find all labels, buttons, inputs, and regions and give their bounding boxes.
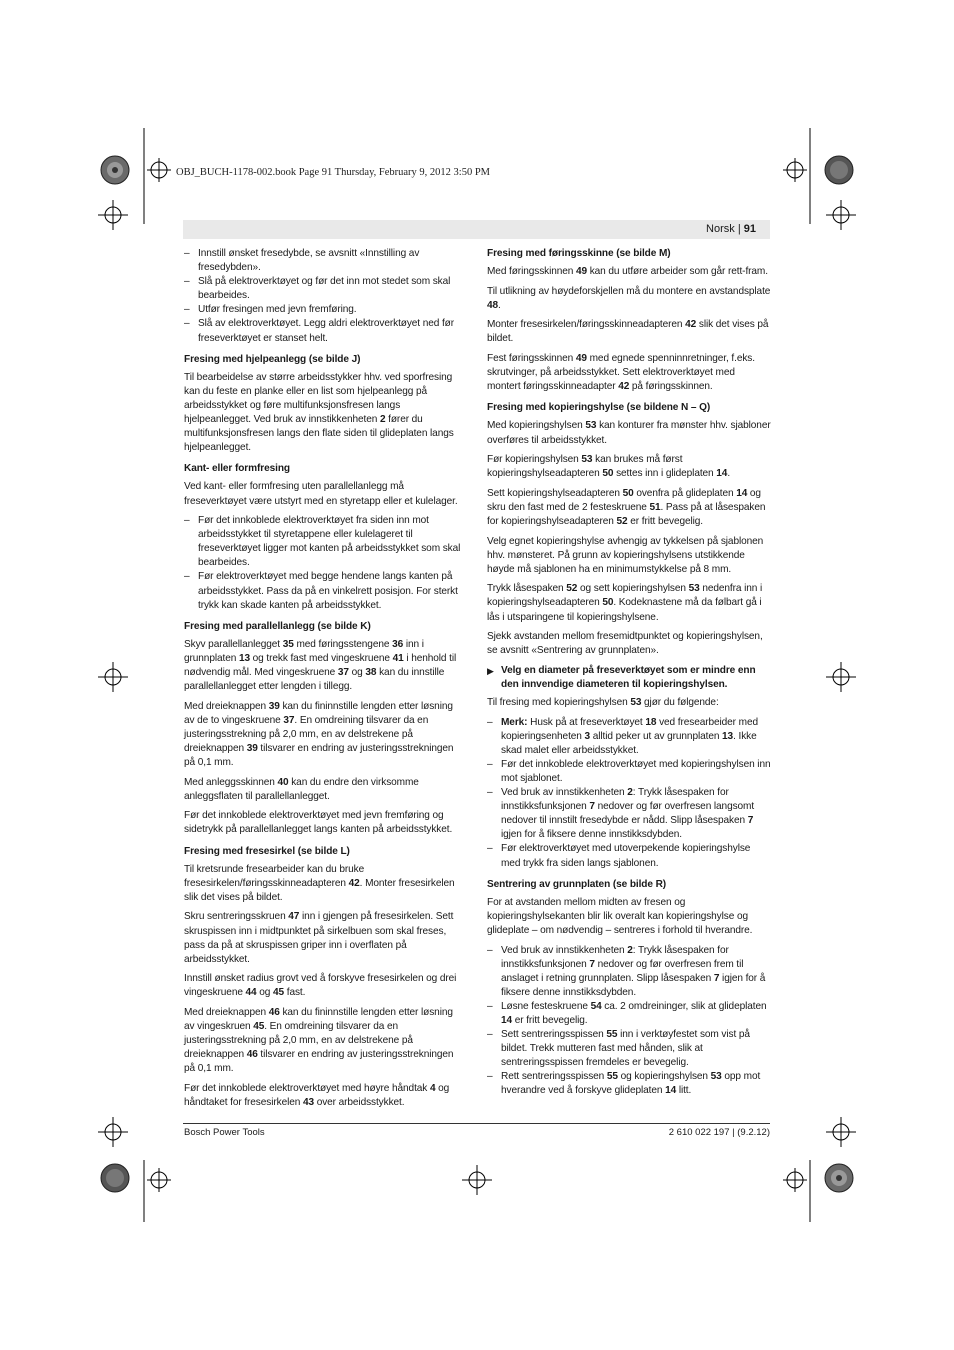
- registration-mark-icon: [824, 198, 858, 232]
- page-header: Norsk | 91: [706, 223, 756, 235]
- paragraph: Til fresing med kopieringshylsen 53 gjør du følgende:: [487, 697, 719, 709]
- paragraph: Sjekk avstanden mellom fresemidtpunktet og kopieringshylsen, se avsnitt «Sentrering av grunnplaten».: [487, 631, 763, 657]
- color-disc-icon: [824, 155, 854, 185]
- color-disc-icon: [100, 155, 130, 185]
- footer-rule: [183, 1123, 770, 1124]
- registration-mark-icon: [96, 660, 130, 694]
- paragraph: Trykk låsespaken 52 og sett kopieringshylsen 53 nedenfra inn i kopieringshylseadapteren 50. Kodeknastene må da følbart gå i lås i utsparingene til kopieringshylsene.: [487, 583, 763, 623]
- steps-list: [487, 716, 771, 871]
- registration-mark-icon: [96, 198, 130, 232]
- paragraph: Fest føringsskinnen 49 med egnede spenninnretninger, f.eks. skrutvinger, på arbeidsstykket. Sett elektroverktøyet med montert føringsskinneadapter 42 på føringsskinnen.: [487, 353, 755, 393]
- crop-mark-icon: [779, 128, 811, 224]
- paragraph: Før det innkoblede elektroverktøyet med høyre håndtak 4 og håndtaket for fresesirkelen 43 over arbeidsstykket.: [184, 1082, 450, 1109]
- paragraph: Skyv parallellanlegget 35 med føringsstengene 36 inn i grunnplaten 13 og trekk fast med vingeskruene 41 i henhold til nødvendig mål. Med vingeskruene 37 og 38 kan du innstille parallellanlegget etter lengden i tillegg.: [184, 638, 457, 693]
- paragraph: Med dreieknappen 39 kan du fininnstille lengden etter løsning av de to vingeskruene 37. En omdreining tilsvarer da en justeringsstrekning på 2,0 mm, en av delstrekene på dreieknappen 39 tilsvarer en endring av justeringsstrekningen på 0,1 mm.: [184, 700, 454, 769]
- paragraph: Velg egnet kopieringshylse avhengig av tykkelsen på sjablonen hhv. mønsteret. På grunn av kopieringshylsens utstikkende høyde må sjablonen ha en minimumstykkelse på 8 mm.: [487, 535, 764, 575]
- list-item: – Innstill ønsket fresedybde, se avsnitt «Innstilling av fresedybden».: [184, 247, 466, 275]
- registration-mark-icon: [824, 1115, 858, 1149]
- paragraph: Før det innkoblede elektroverktøyet med jevn fremføring og sidetrykk på parallellanlegget langs kanten på arbeidsstykket.: [184, 810, 453, 836]
- list-item: – Utfør fresingen med jevn fremføring.: [184, 303, 466, 317]
- list-item: – Merk: Husk på at freseverktøyet 18 ved fresearbeider med kopieringsenheten 3 alltid peker ut av grunnplaten 13. Ikke skad malet eller arbeidsstykket.: [487, 716, 771, 758]
- footer-doc-number: 2 610 022 197 | (9.2.12): [668, 1127, 770, 1138]
- paragraph: Sett kopieringshylseadapteren 50 ovenfra på glideplaten 14 og skru den fast med de 2 festeskruene 51. Pass på at låsespaken for kopieringshylseadapteren 52 er fritt bevegelig.: [487, 487, 766, 527]
- steps-list: [184, 247, 466, 346]
- list-item: – Ved bruk av innstikkenheten 2: Trykk låsespaken for innstikksfunksjonen 7 nedover og før overfresen langsomt nedover til innstilt fresedybde er nådd. Slipp låsespaken 7 igjen for å fiksere denne innstikksdybden.: [487, 786, 771, 842]
- arrow-right-icon: ▶: [487, 665, 494, 676]
- list-item: – Før elektroverktøyet med utoverpekende kopieringshylse med trykk fra siden langs sjablonen.: [487, 842, 771, 870]
- paragraph: Med dreieknappen 46 kan du fininnstille lengden etter løsning av vingeskruen 45. En omdreining tilsvarer da en justeringsstrekning på 2,0 mm, en av delstrekene på dreieknappen 46 tilsvarer en endring av justeringsstrekningen på 0,1 mm.: [184, 1007, 454, 1075]
- section-heading: Sentrering av grunnplaten (se bilde R): [487, 878, 667, 890]
- steps-list: [487, 944, 771, 1099]
- list-item: – Løsne festeskruene 54 ca. 2 omdreininger, slik at glideplaten 14 er fritt bevegelig.: [487, 1000, 771, 1028]
- left-column: [184, 247, 466, 1116]
- paragraph: For at avstanden mellom midten av fresen og kopieringshylsekanten blir lik overalt kan kopieringshylse og glideplate – om nødvendig – sentreres i forhold til hverandre.: [487, 896, 753, 936]
- page-header-bar: [183, 220, 770, 239]
- steps-list: [184, 514, 466, 613]
- list-item: – Før det innkoblede elektroverktøyet med kopieringshylsen inn mot sjablonet.: [487, 758, 771, 786]
- list-item: – Før det innkoblede elektroverktøyet fra siden inn mot arbeidsstykket til styretappene eller kulelageret til freseverktøyet ligger mot kanten på arbeidsstykket som skal bearbeides.: [184, 514, 466, 570]
- paragraph: Skru sentreringsskruen 47 inn i gjengen på fresesirkelen. Sett skruspissen inn i midtpunktet på sirkelbuen som skal freses, pass da på at skruspissen griper inn i overflaten på arbeidsstykket.: [184, 911, 454, 965]
- paragraph: Til utlikning av høydeforskjellen må du montere en avstandsplate 48.: [487, 285, 771, 311]
- section-heading: Fresing med fresesirkel (se bilde L): [184, 845, 350, 857]
- paragraph: Ved kant- eller formfresing uten parallellanlegg må freseverktøyet være utstyrt med en styretapp eller et kulelager.: [184, 481, 458, 507]
- footer-brand: Bosch Power Tools: [184, 1127, 265, 1138]
- right-column: [487, 247, 771, 1104]
- paragraph: Med kopieringshylsen 53 kan konturer fra mønster hhv. sjabloner overføres til arbeidsstykket.: [487, 420, 771, 446]
- crop-mark-icon: [779, 1160, 811, 1222]
- print-slug: OBJ_BUCH-1178-002.book Page 91 Thursday, February 9, 2012 3:50 PM: [176, 167, 491, 178]
- crop-mark-icon: [143, 1160, 175, 1222]
- section-heading: Fresing med kopieringshylse (se bildene N – Q): [487, 402, 711, 414]
- section-heading: Fresing med hjelpeanlegg (se bilde J): [184, 353, 361, 365]
- list-item: – Rett sentreringsspissen 55 og kopieringshylsen 53 opp mot hverandre ved å forskyve glideplaten 14 litt.: [487, 1070, 771, 1098]
- crop-mark-icon: [143, 128, 175, 224]
- header-language: Norsk: [706, 223, 735, 235]
- registration-mark-icon: [824, 660, 858, 694]
- registration-mark-icon: [460, 1163, 494, 1197]
- list-item: – Ved bruk av innstikkenheten 2: Trykk låsespaken for innstikksfunksjonen 7 nedover og før overfresen frem til anslaget i retning grunnplaten. Slipp låsespaken 7 igjen for å fiksere denne innstikksdybden.: [487, 944, 771, 1000]
- paragraph: Til bearbeidelse av større arbeidsstykker hhv. ved sporfresing kan du feste en planke eller en list som hjelpeanlegg på arbeidsstykket og føre multifunksjonsfresen langs hjelpeanlegget. Ved bruk av innstikkenheten 2 fører du multifunksjonsfresen langs den flate siden til glideplaten langs hjelpeanlegget.: [184, 371, 454, 454]
- paragraph: Med anleggsskinnen 40 kan du endre den virksomme anleggsflaten til parallellanlegget.: [184, 776, 419, 802]
- paragraph: Innstill ønsket radius grovt ved å forskyve fresesirkelen og drei vingeskruene 44 og 45 fast.: [184, 973, 457, 999]
- list-item: – Slå på elektroverktøyet og før det inn mot stedet som skal bearbeides.: [184, 275, 466, 303]
- color-disc-icon: [824, 1163, 854, 1193]
- list-item: – Slå av elektroverktøyet. Legg aldri elektroverktøyet ned før freseverktøyet er stanset helt.: [184, 317, 466, 345]
- section-heading: Kant- eller formfresing: [184, 463, 290, 475]
- section-heading: Fresing med parallellanlegg (se bilde K): [184, 620, 371, 632]
- paragraph: Med føringsskinnen 49 kan du utføre arbeider som går rett-fram.: [487, 266, 768, 278]
- list-item: – Sett sentreringsspissen 55 inn i verktøyfestet som vist på bildet. Trekk mutteren fast med hånden, slik at sentreringsspissen fremdeles er bevegelig.: [487, 1028, 771, 1070]
- registration-mark-icon: [96, 1115, 130, 1149]
- color-disc-icon: [100, 1163, 130, 1193]
- safety-note: ▶ Velg en diameter på freseverktøyet som er mindre enn den innvendige diameteren til kopieringshylsen.: [487, 664, 756, 690]
- list-item: – Før elektroverktøyet med begge hendene langs kanten på arbeidsstykket. Pass da på en vinkelrett posisjon. For sterkt trykk kan skade kanten på arbeidsstykket.: [184, 570, 466, 612]
- paragraph: Til kretsrunde fresearbeider kan du bruke fresesirkelen/føringsskinneadapteren 42. Monter fresesirkelen slik det vises på bildet.: [184, 863, 455, 903]
- section-heading: Fresing med føringsskinne (se bilde M): [487, 248, 671, 259]
- paragraph: Før kopieringshylsen 53 kan brukes må først kopieringshylseadapteren 50 settes inn i glideplaten 14.: [487, 454, 731, 480]
- page-number: 91: [743, 223, 756, 235]
- paragraph: Monter fresesirkelen/føringsskinneadapteren 42 slik det vises på bildet.: [487, 319, 769, 345]
